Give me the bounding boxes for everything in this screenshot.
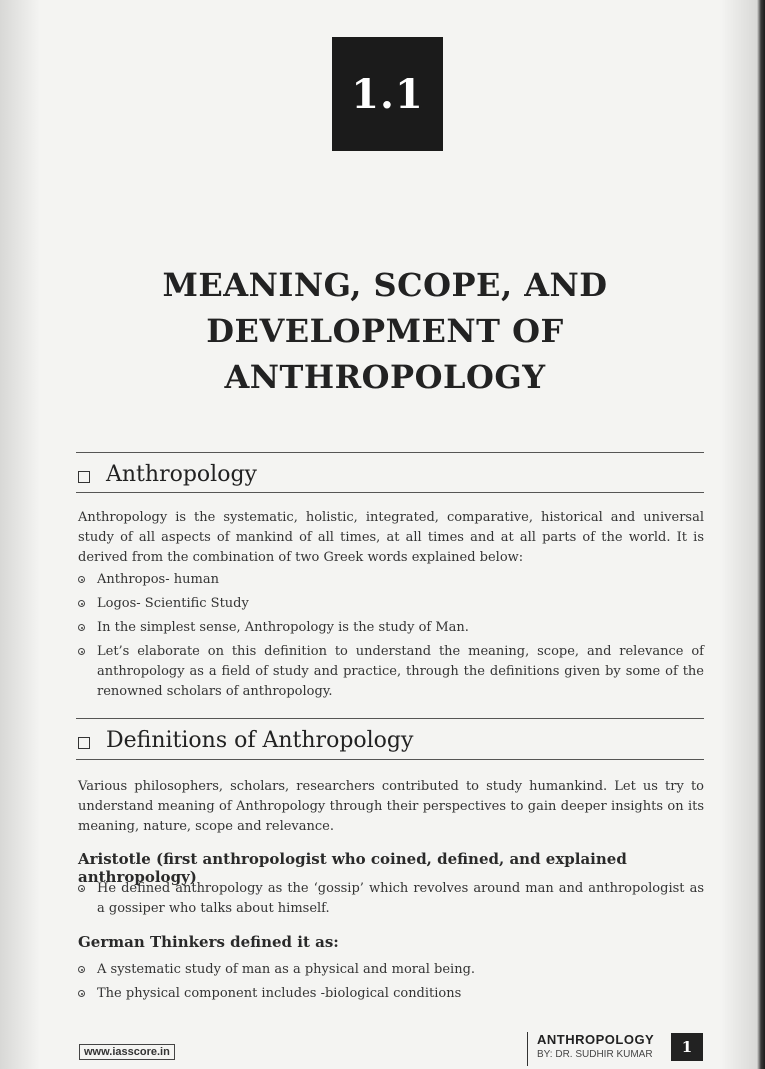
footer-author: BY: DR. SUDHIR KUMAR xyxy=(537,1049,653,1060)
square-bullet-icon xyxy=(78,737,90,749)
section-bottom-rule xyxy=(76,759,704,760)
chapter-title-line-2: DEVELOPMENT OF ANTHROPOLOGY xyxy=(206,312,564,396)
circle-bullet-icon xyxy=(78,576,85,583)
chapter-number: 1.1 xyxy=(351,70,424,118)
scan-shadow-left xyxy=(0,0,40,1069)
page-number: 1 xyxy=(671,1033,703,1061)
aristotle-subheading: Aristotle (first anthropologist who coined, defined, and explained anthropology) xyxy=(78,850,627,886)
section-top-rule xyxy=(76,452,704,453)
footer-website: www.iasscore.in xyxy=(79,1044,175,1060)
chapter-number-box xyxy=(332,37,443,151)
section-heading-text: Definitions of Anthropology xyxy=(106,728,414,753)
circle-bullet-icon xyxy=(78,600,85,607)
square-bullet-icon xyxy=(78,471,90,483)
definitions-paragraph: Various philosophers, scholars, researchers contributed to study humankind. Let us try to understand meaning of Anthropology through their perspectives to gain deeper insights on its meaning, nature, scope and relevance. xyxy=(78,779,704,834)
section-bottom-rule xyxy=(76,492,704,493)
footer-subject: ANTHROPOLOGY xyxy=(537,1032,655,1047)
chapter-title xyxy=(40,262,730,400)
list-item: The physical component includes -biological conditions xyxy=(78,984,704,1004)
greek-words-list xyxy=(78,570,704,706)
footer-brand xyxy=(527,1032,654,1066)
circle-bullet-icon xyxy=(78,885,85,892)
aristotle-list xyxy=(78,879,704,923)
section-top-rule xyxy=(76,718,704,719)
chapter-title-line-1: MEANING, SCOPE, AND xyxy=(162,266,608,304)
list-item: A systematic study of man as a physical and moral being. xyxy=(78,960,704,980)
section-heading-text: Anthropology xyxy=(106,462,257,487)
german-thinkers-list xyxy=(78,960,704,1008)
circle-bullet-icon xyxy=(78,990,85,997)
scan-shadow-right xyxy=(721,0,765,1069)
section-heading-anthropology xyxy=(78,462,708,487)
section-heading-definitions xyxy=(78,728,708,753)
list-item: Logos- Scientific Study xyxy=(78,594,704,614)
circle-bullet-icon xyxy=(78,966,85,973)
list-item: In the simplest sense, Anthropology is the study of Man. xyxy=(78,618,704,638)
list-item: He defined anthropology as the ‘gossip’ which revolves around man and anthropologist as a gossiper who talks about himself. xyxy=(78,879,704,919)
list-item: Anthropos- human xyxy=(78,570,704,590)
german-thinkers-subheading: German Thinkers defined it as: xyxy=(78,933,339,951)
circle-bullet-icon xyxy=(78,624,85,631)
circle-bullet-icon xyxy=(78,648,85,655)
list-item: Let’s elaborate on this definition to understand the meaning, scope, and relevance of anthropology as a field of study and practice, through the definitions given by some of the renowned scholars of anthropology. xyxy=(78,642,704,702)
intro-paragraph: Anthropology is the systematic, holistic, integrated, comparative, historical and universal study of all aspects of mankind of all times, at all times and at all parts of the world. It is derived from the combination of two Greek words explained below: xyxy=(78,510,704,565)
